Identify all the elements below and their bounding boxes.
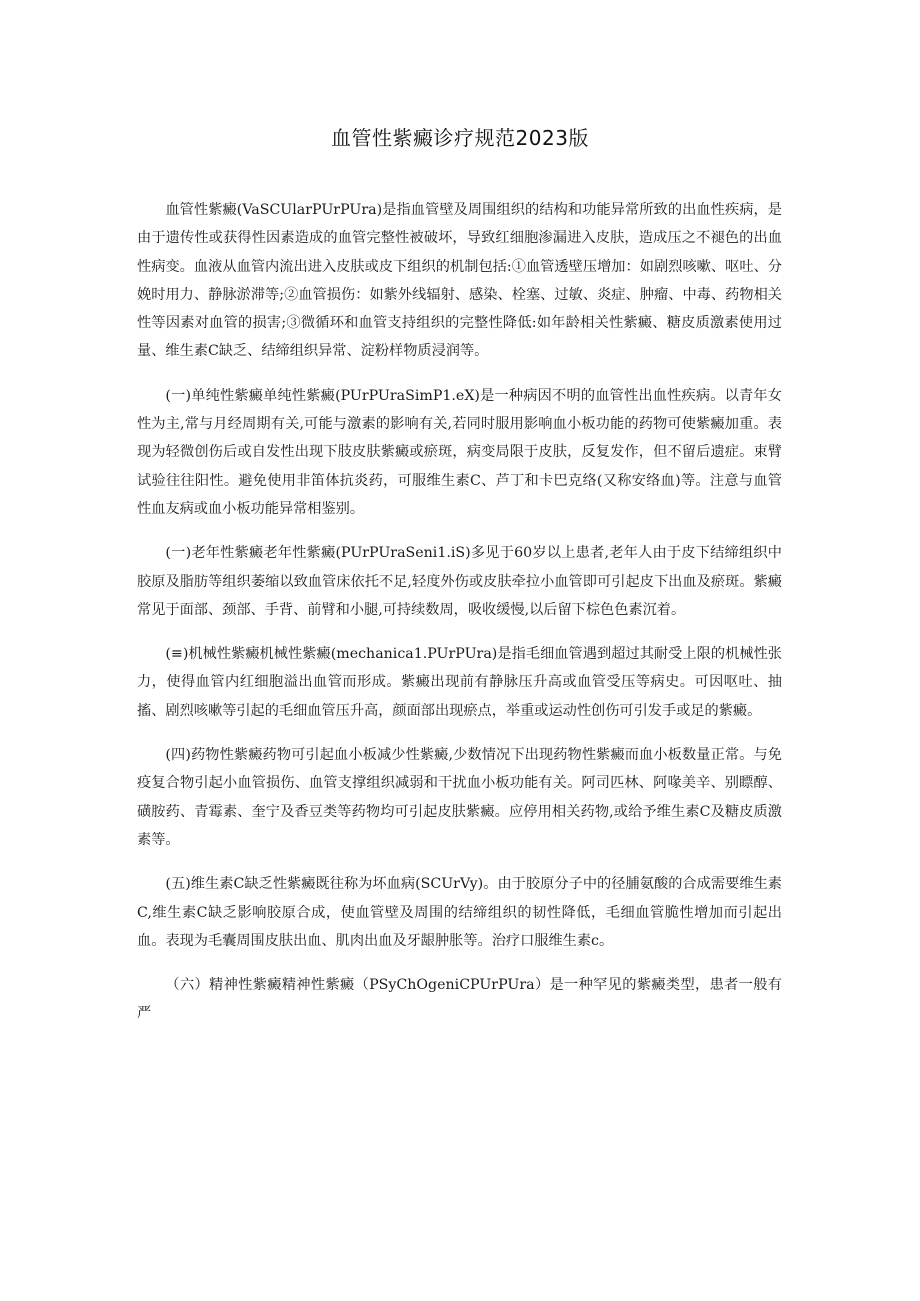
paragraph-senile-purpura: (一)老年性紫癜老年性紫癜(PUrPUraSeni1.iS)多见于60岁以上患者,老年人由于皮下结缔组织中胶原及脂肪等组织萎缩以致血管床依托不足,轻度外伤或皮肤牵拉小血管即可引起皮下出血及瘀斑。紫癜常见于面部、颈部、手背、前臂和小腿,可持续数周，吸收缓慢,以后留下棕色色素沉着。: [137, 545, 782, 618]
document-title: 血管性紫癜诊疗规范2023版: [331, 126, 589, 150]
paragraph-drug-purpura: (四)药物性紫癜药物可引起血小板减少性紫癜,少数情况下出现药物性紫癜而血小板数量正常。与免疫复合物引起小血管损伤、血管支撑组织减弱和干扰血小板功能有关。阿司匹林、阿喙美辛、别瞟醇、磺胺药、青霉素、奎宁及香豆类等药物均可引起皮肤紫癜。应停用相关药物,或给予维生素C及糖皮质激素等。: [137, 747, 782, 848]
paragraph-simple-purpura: (一)单纯性紫癜单纯性紫癜(PUrPUraSimP1.eX)是一种病因不明的血管性出血性疾病。以青年女性为主,常与月经周期有关,可能与激素的影响有关,若同时服用影响血小板功能的药物可使紫癜加重。表现为轻微创伤后或自发性出现下肢皮肤紫癜或瘀斑，病变局限于皮肤，反复发作，但不留后遗症。束臂试验往往阳性。避免使用非笛体抗炎药，可服维生素C、芦丁和卡巴克络(又称安络血)等。注意与血管性血友病或血小板功能异常相鉴别。: [137, 387, 782, 517]
paragraph-intro: 血管性紫癜(VaSCUlarPUrPUra)是指血管壁及周围组织的结构和功能异常所致的出血性疾病，是由于遗传性或获得性因素造成的血管完整性被破坏，导致红细胞渗漏进入皮肤，造成压之不褪色的出血性病变。血液从血管内流出进入皮肤或皮下组织的机制包括:①血管透壁压增加：如剧烈咳嗽、呕吐、分娩时用力、静脉淤滞等;②血管损伤：如紫外线辐射、感染、栓塞、过敏、炎症、肿瘤、中毒、药物相关性等因素对血管的损害;③微循环和血管支持组织的完整性降低:如年龄相关性紫癜、糖皮质激素使用过量、维生素C缺乏、结缔组织异常、淀粉样物质浸润等。: [137, 202, 782, 360]
document-body: [137, 196, 782, 1044]
paragraph-mechanical-purpura: (≡)机械性紫癜机械性紫癜(mechanica1.PUrPUra)是指毛细血管遇到超过其耐受上限的机械性张力，使得血管内红细胞溢出血管而形成。紫癜出现前有静脉压升高或血管受压等病史。可因呕吐、抽搐、剧烈咳嗽等引起的毛细血管压升高，颜面部出现瘀点，举重或运动性创伤可引发手或足的紫癜。: [137, 646, 782, 719]
paragraph-psychogenic-purpura: （六）精神性紫癜精神性紫癜（PSyChOgeniCPUrPUra）是一种罕见的紫癜类型，患者一般有严: [137, 977, 782, 1022]
paragraph-scurvy-purpura: (五)维生素C缺乏性紫癜既往称为坏血病(SCUrVy)。由于胶原分子中的径脯氨酸的合成需要维生素C,维生素C缺乏影响胶原合成，使血管壁及周围的结缔组织的韧性降低，毛细血管脆性增加而引起出血。表现为毛囊周围皮肤出血、肌肉出血及牙龈肿胀等。治疗口服维生素c。: [137, 876, 782, 949]
